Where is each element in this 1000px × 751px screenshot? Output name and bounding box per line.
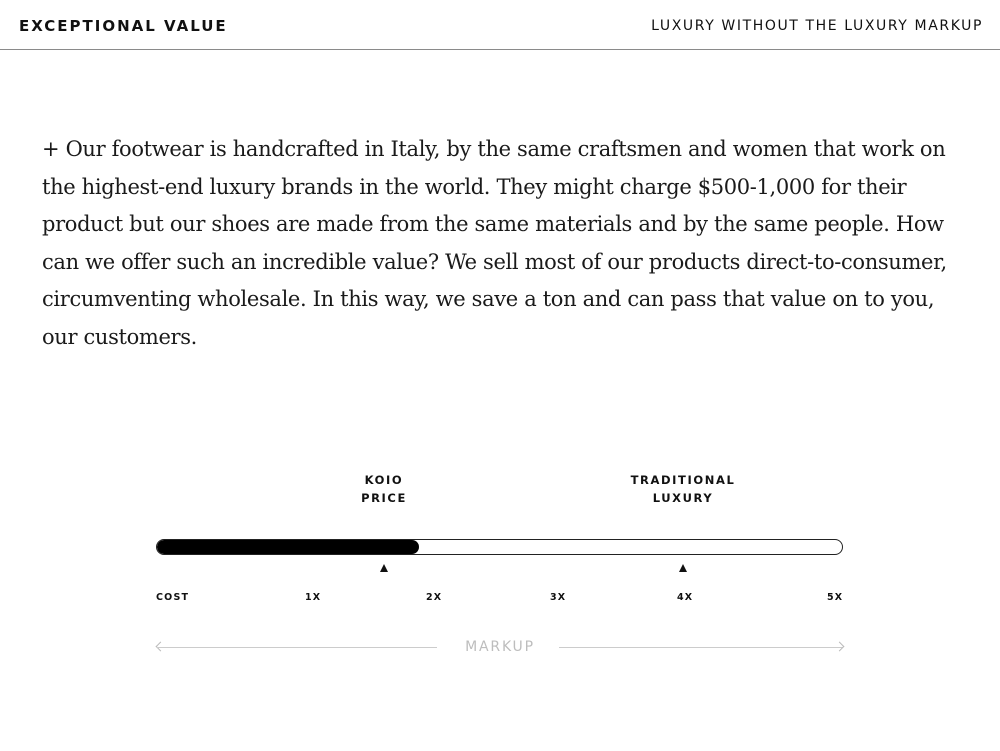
traditional-luxury-label-line2: LUXURY bbox=[652, 491, 714, 505]
markup-axis bbox=[156, 636, 844, 660]
koio-price-label bbox=[361, 471, 407, 507]
right-arrow-icon bbox=[835, 642, 845, 652]
section-tagline: LUXURY WITHOUT THE LUXURY MARKUP bbox=[651, 18, 983, 34]
traditional-luxury-label bbox=[631, 471, 736, 507]
markup-line-left bbox=[157, 647, 437, 648]
tick-cost: COST bbox=[156, 592, 190, 603]
koio-price-label-line1: KOIO bbox=[364, 473, 404, 487]
tick-2x: 2X bbox=[426, 592, 443, 603]
koio-price-label-line2: PRICE bbox=[361, 491, 407, 505]
description-paragraph: + Our footwear is handcrafted in Italy, by the same craftsmen and women that work on the highest-end luxury brands in the world. They might charge $500-1,000 for their product but our shoes are made from the same materials and by the same people. How can we offer such an incredible value? We sell most of our products direct-to-consumer, circumventing wholesale. In this way, we save a ton and can pass that value on to you, our customers. bbox=[42, 137, 947, 349]
tick-3x: 3X bbox=[550, 592, 567, 603]
koio-price-pointer-icon bbox=[380, 564, 388, 572]
markup-bar bbox=[156, 539, 843, 555]
section-title: EXCEPTIONAL VALUE bbox=[19, 17, 228, 35]
markup-axis-label: MARKUP bbox=[465, 639, 535, 655]
tick-5x: 5X bbox=[827, 592, 844, 603]
koio-markup-fill bbox=[157, 540, 419, 554]
traditional-luxury-label-line1: TRADITIONAL bbox=[630, 473, 736, 487]
tick-1x: 1X bbox=[305, 592, 322, 603]
page-header bbox=[0, 0, 1000, 50]
tick-4x: 4X bbox=[677, 592, 694, 603]
traditional-luxury-pointer-icon bbox=[679, 564, 687, 572]
markup-line-right bbox=[559, 647, 843, 648]
